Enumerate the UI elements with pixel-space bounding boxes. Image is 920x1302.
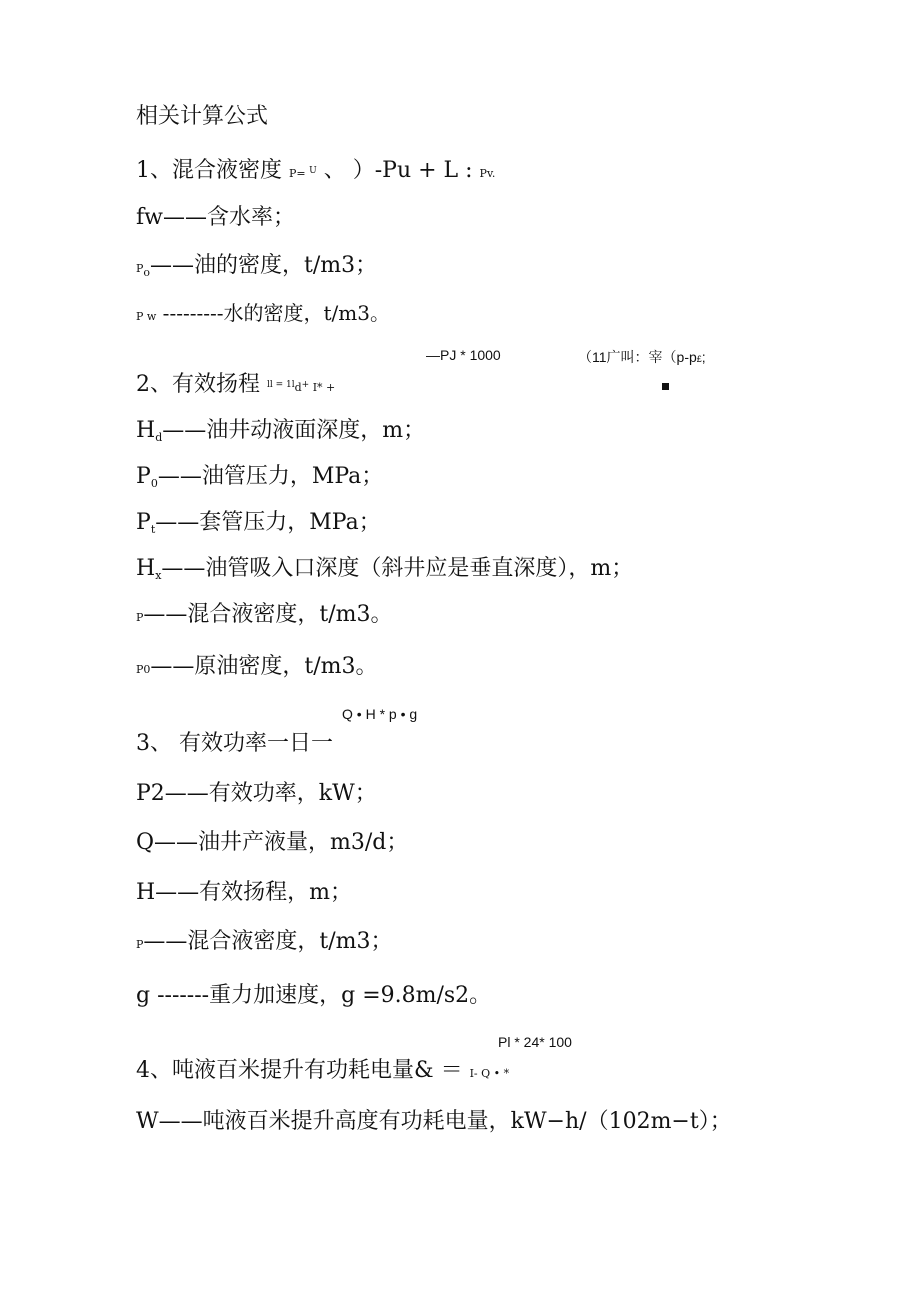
definition-p0-crude xyxy=(136,654,378,683)
definition-g: g -------重力加速度，g =9.8m/s2。 xyxy=(136,983,492,1008)
symbol: P xyxy=(136,510,151,535)
definition-p-mixed-2 xyxy=(136,929,393,958)
definition-hd xyxy=(136,418,425,451)
definition-text: ——油井动液面深度，m； xyxy=(162,418,426,443)
formula-2-line xyxy=(136,372,335,401)
formula-1-heading: 1、混合液密度 xyxy=(136,158,282,183)
definition-text: ——油的密度，t/m3； xyxy=(150,253,378,278)
symbol: P xyxy=(136,663,144,676)
definition-p2: P2——有效功率，kW； xyxy=(136,781,377,806)
symbol-subscript: w xyxy=(143,310,157,323)
formula-1-part-d: Pv. xyxy=(479,167,496,180)
symbol: H xyxy=(136,556,156,581)
symbol: P xyxy=(136,262,144,275)
definition-text: ——油管压力，MPa； xyxy=(157,464,384,489)
symbol-subscript: 0 xyxy=(150,477,158,490)
definition-text: ——套管压力，MPa； xyxy=(155,510,381,535)
formula-4-numerator: Pl * 24* 100 xyxy=(498,1034,572,1050)
symbol-subscript: d xyxy=(155,431,163,444)
formula-2-right-sub: £ xyxy=(696,354,702,364)
definition-h: H——有效扬程，m； xyxy=(136,880,353,905)
definition-text: ——油管吸入口深度（斜井应是垂直深度），m； xyxy=(161,556,634,581)
symbol-subscript: x xyxy=(155,569,162,582)
definition-w: W——吨液百米提升高度有功耗电量，kW−h/（102m−t）； xyxy=(136,1109,732,1134)
definition-text: ——混合液密度，t/m3； xyxy=(143,929,393,954)
formula-1-line xyxy=(136,158,495,187)
formula-2-part-d: I* + xyxy=(309,381,336,394)
symbol-subscript: o xyxy=(143,266,151,279)
definition-pt xyxy=(136,510,381,543)
formula-1-part-b: U xyxy=(309,166,317,176)
symbol: fw xyxy=(136,205,163,230)
formula-2-part-b: d xyxy=(294,381,302,394)
formula-2-right-text: （11广叫：宰（p-p xyxy=(578,349,697,365)
page-title: 相关计算公式 xyxy=(136,104,269,129)
definition-po xyxy=(136,253,377,286)
definition-p-mixed xyxy=(136,602,393,631)
symbol: P xyxy=(136,310,144,323)
symbol: P xyxy=(136,464,151,489)
definition-text: ——原油密度，t/m3。 xyxy=(150,654,378,679)
formula-3-heading: 3、 有效功率一日一 xyxy=(136,731,333,756)
definition-q: Q——油井产液量，m3/d； xyxy=(136,830,409,855)
formula-1-part-c: 、 ）-Pu + L : xyxy=(316,158,480,183)
definition-hx xyxy=(136,556,633,589)
formula-4-denominator: I- Q • * xyxy=(469,1067,510,1080)
symbol: P xyxy=(136,938,144,951)
formula-2-right-end: ; xyxy=(701,349,706,365)
formula-4-heading: 4、吨液百米提升有功耗电量& ＝ xyxy=(136,1058,470,1083)
formula-2-heading: 2、有效扬程 xyxy=(136,372,260,397)
definition-fw xyxy=(136,205,295,231)
formula-4-line xyxy=(136,1058,509,1087)
formula-3-numerator: Q • H * p • g xyxy=(342,706,418,722)
formula-2-part-c: + xyxy=(301,380,310,390)
symbol: P xyxy=(136,611,144,624)
symbol-subscript: 0 xyxy=(143,663,151,676)
definition-text: ---------水的密度，t/m3。 xyxy=(156,301,390,325)
definition-text: ——含水率； xyxy=(162,205,295,230)
formula-2-numerator: —PJ * 1000 xyxy=(426,347,501,363)
square-mark xyxy=(662,383,669,390)
symbol: H xyxy=(136,418,156,443)
symbol-subscript: t xyxy=(150,523,156,536)
formula-2-part-a: ll = 1l xyxy=(267,380,295,390)
definition-pw xyxy=(136,300,390,330)
formula-1-part-a: P= xyxy=(289,167,310,180)
definition-p0 xyxy=(136,464,383,497)
definition-text: ——混合液密度，t/m3。 xyxy=(143,602,393,627)
formula-2-right-part xyxy=(578,347,706,367)
